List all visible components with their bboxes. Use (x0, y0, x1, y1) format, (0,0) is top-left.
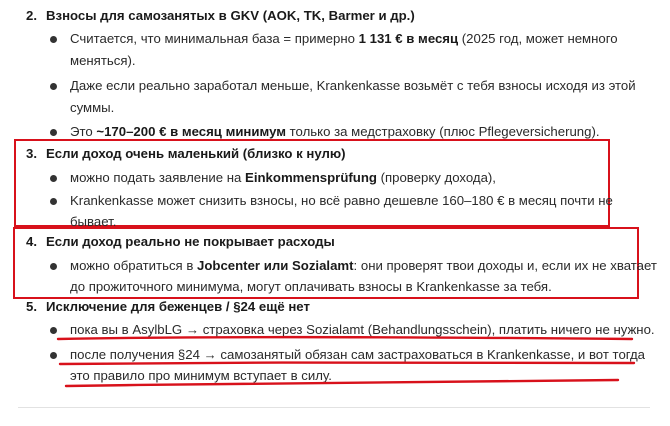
section-number: 2. (26, 8, 37, 23)
red-underline-3 (66, 380, 618, 386)
section-title: Взносы для самозанятых в GKV (AOK, TK, Barmer и др.) (46, 8, 415, 23)
text-run: (2025 год, может немного (458, 31, 618, 46)
text-run: пока вы в AsylbLG → страховка через Sozialamt (Behandlungsschein), платить ничего не нужно. (70, 322, 655, 337)
section-number: 4. (26, 234, 37, 249)
text-run: после получения §24 → самозанятый обязан сам застраховаться в Krankenkasse, и вот тогда (70, 347, 646, 362)
text-run: (проверку дохода), (376, 170, 496, 185)
text-run: суммы. (70, 100, 115, 115)
text-run: Считается, что минимальная база = примерно (70, 31, 359, 46)
bold-text-run: Einkommensprüfung (245, 170, 377, 185)
text-run: только за медстраховку (плюс Pflegeversicherung). (286, 124, 600, 139)
text-run: до прожиточного минимума, могут оплачивать взносы в Krankenkasse за тебя. (70, 279, 552, 294)
bold-text-run: ~170–200 € в месяц минимум (96, 124, 286, 139)
bold-text-run: 1 131 € в месяц (358, 31, 459, 46)
text-run: можно обратиться в (70, 258, 198, 273)
divider-line (18, 407, 650, 408)
section-number: 3. (26, 146, 37, 161)
section-number: 5. (26, 299, 37, 314)
text-run: : они проверят твои доходы и, если их не хватает (353, 258, 657, 273)
section-title: Если доход реально не покрывает расходы (46, 234, 335, 249)
text-run: можно подать заявление на (70, 170, 246, 185)
text-run: Krankenkasse может снизить взносы, но всё равно дешевле 160–180 € в месяц почти не (70, 193, 613, 208)
red-underline-2 (60, 362, 634, 364)
text-run: меняться). (70, 53, 136, 68)
text-run: это правило про минимум вступает в силу. (70, 368, 332, 383)
bold-text-run: Jobcenter или Sozialamt (197, 258, 354, 273)
section-title: Если доход очень маленький (близко к нулю) (46, 146, 346, 161)
red-underline-1 (58, 337, 632, 339)
text-run: Это (70, 124, 97, 139)
text-run: Даже если реально заработал меньше, Krankenkasse возьмёт с тебя взносы исходя из этой (70, 78, 636, 93)
section-title: Исключение для беженцев / §24 ещё нет (46, 299, 310, 314)
text-run: бывает. (70, 214, 117, 229)
